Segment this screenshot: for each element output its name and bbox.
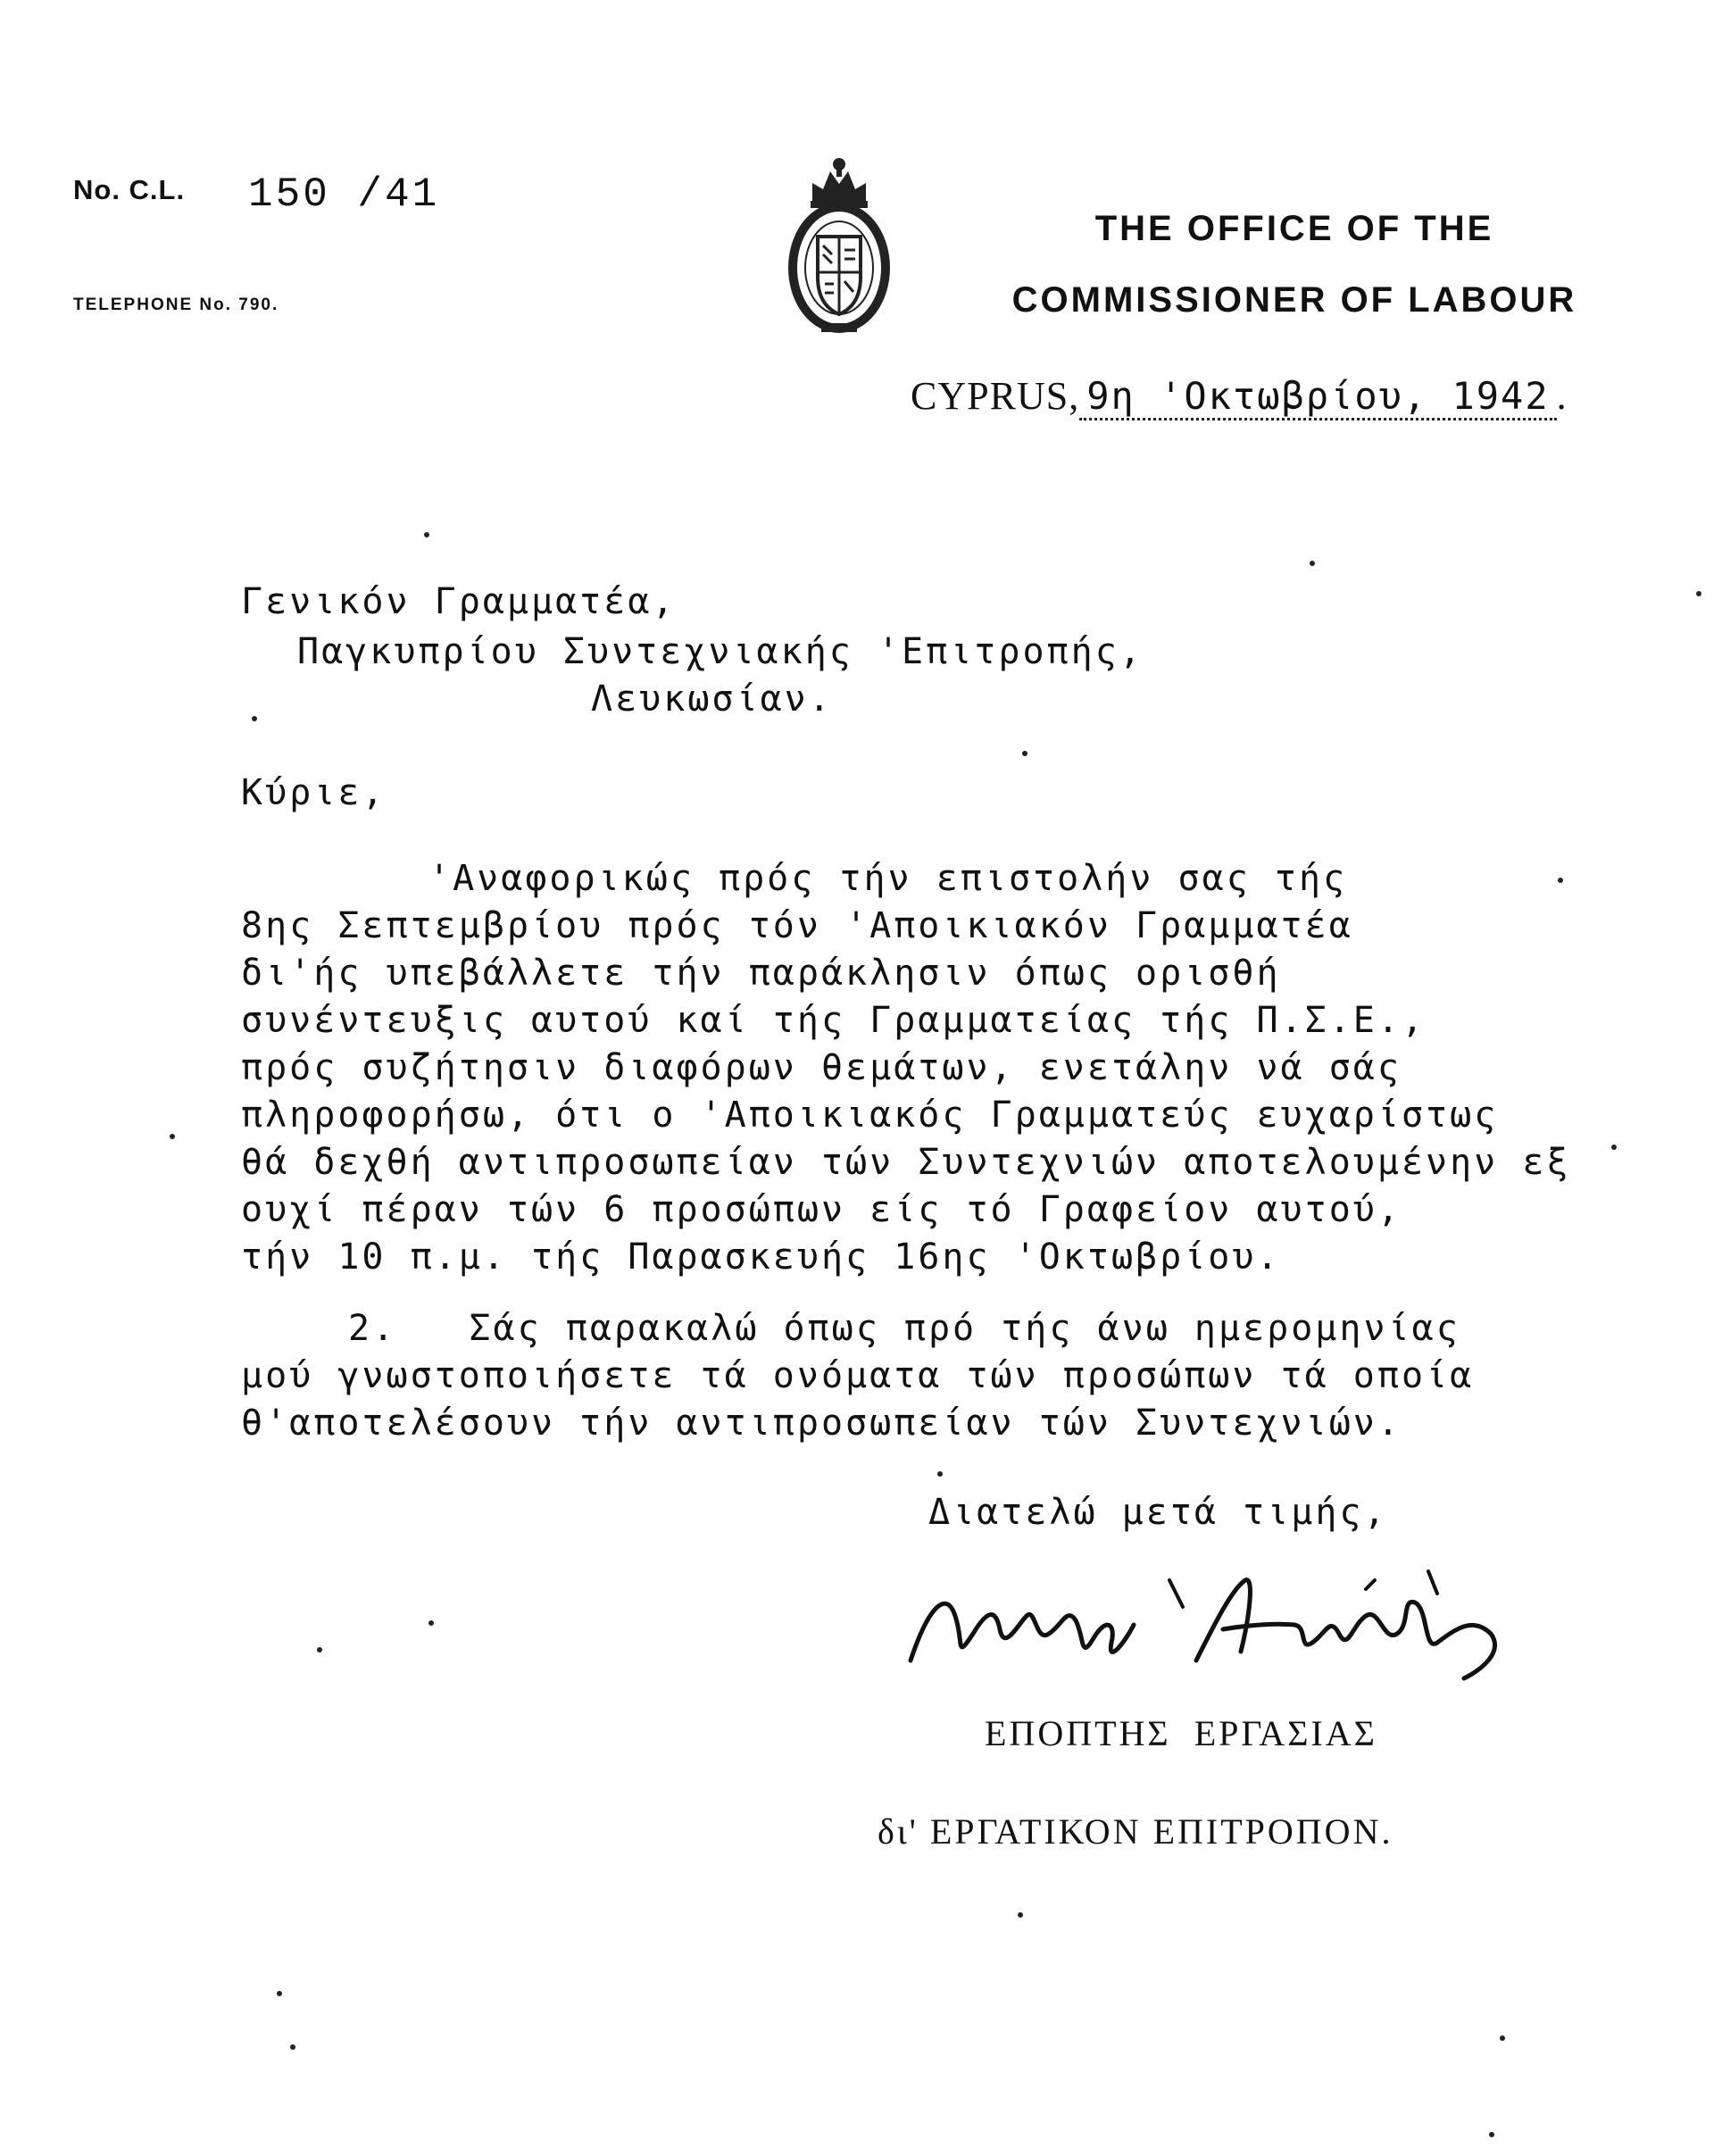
paragraph-line: πληροφορήσω, ότι ο 'Αποικιακός Γραμματεύς ευχαρίστως [241, 1095, 1499, 1136]
addressee-line3: Λευκωσίαν. [591, 678, 833, 720]
paragraph-1 [241, 855, 1571, 1281]
signature [902, 1553, 1544, 1687]
scan-speck [937, 1471, 943, 1477]
closing: Διατελώ μετά τιμής, [928, 1492, 1388, 1533]
letter-date: 9η 'Οκτωβρίου, 1942 [1079, 374, 1556, 420]
scan-speck [1696, 591, 1701, 596]
place-label: CYPRUS, [911, 374, 1080, 418]
scan-speck [290, 2044, 295, 2050]
royal-crest-icon [786, 152, 893, 339]
office-title [928, 193, 1660, 336]
telephone-number: TELEPHONE No. 790. [73, 296, 279, 314]
paragraph-line: πρός συζήτησιν διαφόρων θεμάτων, ενετάλην νά σάς [241, 1047, 1402, 1088]
paragraph-line: θ'αποτελέσουν τήν αντιπροσωπείαν τών Συντεχνιών. [241, 1403, 1402, 1444]
paragraph-line: συνέντευξις αυτού καί τής Γραμματείας τής Π.Σ.Ε., [241, 1000, 1427, 1041]
signatory-title: ΕΠΟΠΤΗΣ ΕΡΓΑΣΙΑΣ [985, 1713, 1377, 1753]
scan-speck [1018, 1912, 1023, 1918]
scan-speck [1022, 751, 1027, 756]
paragraph-line: ουχί πέραν τών 6 προσώπων είς τό Γραφείον αυτού, [241, 1189, 1402, 1230]
paragraph-2 [241, 1305, 1474, 1447]
scan-speck [1611, 1145, 1617, 1150]
salutation: Κύριε, [241, 772, 387, 813]
reference-label: No. C.L. [73, 174, 186, 205]
signatory-capacity: δι' ΕΡΓΑΤΙΚΟΝ ΕΠΙΤΡΟΠΟΝ. [878, 1811, 1393, 1852]
paragraph-line: μού γνωστοποιήσετε τά ονόματα τών προσώπων τά οποία [241, 1355, 1475, 1396]
scan-speck [1500, 2035, 1505, 2041]
addressee-line2: Παγκυπρίου Συντεχνιακής 'Επιτροπής, [297, 631, 1144, 672]
scan-speck [170, 1134, 175, 1139]
reference-number: 150 /41 [248, 171, 440, 218]
scan-speck [428, 1620, 434, 1626]
scan-speck [277, 1991, 282, 1996]
scan-speck [252, 716, 257, 721]
scan-speck [424, 532, 429, 537]
paragraph-line: 'Αναφορικώς πρός τήν επιστολήν σας τής [428, 858, 1348, 899]
paragraph-line: τήν 10 π.μ. τής Παρασκευής 16ης 'Οκτωβρίου. [241, 1236, 1281, 1278]
office-title-line2: COMMISSIONER OF LABOUR [1011, 280, 1577, 320]
scan-speck [1489, 2132, 1494, 2137]
paragraph-line: δι'ής υπεβάλλετε τήν παράκλησιν όπως ορισθή [241, 953, 1281, 994]
scan-speck [317, 1647, 322, 1652]
office-title-line1: THE OFFICE OF THE [1094, 209, 1494, 248]
date-line [911, 373, 1568, 420]
addressee-line1: Γενικόν Γραμματέα, [241, 581, 677, 622]
scan-speck [1310, 561, 1315, 566]
date-end: . [1556, 374, 1568, 418]
scan-speck [1558, 878, 1563, 883]
paragraph-line: 8ης Σεπτεμβρίου πρός τόν 'Αποικιακόν Γραμματέα [241, 905, 1353, 946]
paragraph-line: 2. Σάς παρακαλώ όπως πρό τής άνω ημερομηνίας [348, 1308, 1460, 1349]
paragraph-line: θά δεχθή αντιπροσωπείαν τών Συντεχνιών αποτελουμένην εξ [241, 1142, 1571, 1183]
